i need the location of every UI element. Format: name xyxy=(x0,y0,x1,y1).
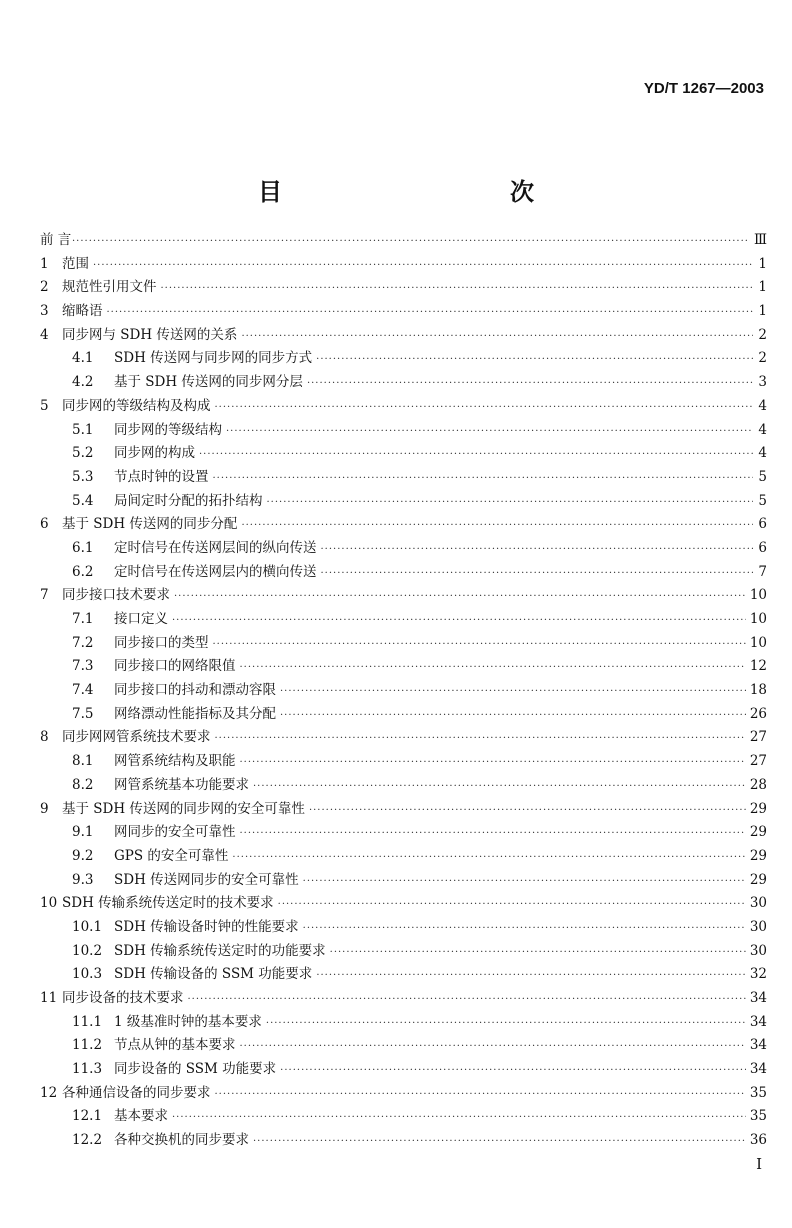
toc-entry[interactable] xyxy=(40,821,767,845)
toc-entry-label: 范围 xyxy=(62,255,89,272)
toc-leader-dots xyxy=(241,325,753,349)
toc-entry[interactable] xyxy=(40,1105,767,1129)
toc-entry-number: 7.1 xyxy=(72,611,94,627)
toc-entry[interactable] xyxy=(40,1011,767,1035)
toc-leader-dots xyxy=(215,727,746,751)
toc-entry[interactable] xyxy=(40,490,767,514)
toc-entry-page: 12 xyxy=(749,658,767,675)
toc-leader-dots xyxy=(172,1106,746,1130)
toc-entry-page: 30 xyxy=(749,918,767,935)
page-number: I xyxy=(756,1155,762,1173)
toc-entry-page: 5 xyxy=(758,468,767,485)
toc-entry-page: 1 xyxy=(758,279,767,296)
toc-leader-dots xyxy=(266,1012,746,1036)
toc-entry-number: 4.1 xyxy=(72,350,94,367)
toc-entry[interactable] xyxy=(40,347,767,371)
toc-entry-number: 4.2 xyxy=(72,374,94,391)
toc-entry[interactable] xyxy=(40,229,767,253)
toc-entry-page: 27 xyxy=(749,729,767,746)
toc-entry[interactable] xyxy=(40,798,767,822)
toc-entry-label: SDH 传输系统传送定时的功能要求 xyxy=(114,942,326,959)
toc-entry[interactable] xyxy=(40,703,767,727)
toc-entry-number: 3 xyxy=(40,303,49,320)
toc-entry-number: 2 xyxy=(40,279,49,296)
toc-entry[interactable] xyxy=(40,774,767,798)
toc-leader-dots xyxy=(213,467,754,491)
toc-entry-number: 6.1 xyxy=(72,539,94,556)
toc-entry-number: 9.3 xyxy=(72,871,94,888)
toc-entry-label: SDH 传送网同步的安全可靠性 xyxy=(114,871,299,888)
toc-entry-number: 5.3 xyxy=(72,468,94,485)
toc-entry-label: SDH 传输设备的 SSM 功能要求 xyxy=(114,966,313,983)
toc-entry[interactable] xyxy=(40,466,767,490)
toc-entry-page: 29 xyxy=(749,847,767,864)
toc-entry-number: 12 xyxy=(40,1084,58,1101)
toc-entry-page: 34 xyxy=(749,1061,767,1078)
toc-entry-label: 同步接口的类型 xyxy=(114,634,209,651)
toc-entry-page: 30 xyxy=(749,895,767,912)
document-code: YD/T 1267—2003 xyxy=(643,80,764,97)
toc-entry-label: 规范性引用文件 xyxy=(62,279,157,296)
toc-entry-label: SDH 传送网与同步网的同步方式 xyxy=(114,350,313,367)
toc-entry[interactable] xyxy=(40,371,767,395)
toc-entry-label: 同步接口的抖动和漂动容限 xyxy=(114,682,276,699)
toc-leader-dots xyxy=(240,751,746,775)
toc-leader-dots xyxy=(280,704,746,728)
toc-entry-page: 10 xyxy=(749,587,767,604)
toc-entry-number: 5 xyxy=(40,397,49,414)
toc-entry-page: 3 xyxy=(758,374,767,391)
toc-leader-dots xyxy=(107,301,754,325)
toc-entry[interactable] xyxy=(40,940,767,964)
toc-leader-dots xyxy=(253,775,746,799)
toc-entry-page: 1 xyxy=(758,255,767,272)
toc-leader-dots xyxy=(303,917,746,941)
toc-entry-page: 27 xyxy=(749,753,767,770)
toc-leader-dots xyxy=(161,277,754,301)
toc-entry-number: 6 xyxy=(40,516,49,533)
toc-leader-dots xyxy=(188,988,746,1012)
toc-entry-label: 同步设备的 SSM 功能要求 xyxy=(114,1061,277,1078)
toc-entry[interactable] xyxy=(40,608,767,632)
toc-entry-number: 10.1 xyxy=(72,918,103,935)
toc-entry-page: 36 xyxy=(749,1132,767,1149)
toc-leader-dots xyxy=(309,799,746,823)
toc-leader-dots xyxy=(330,941,746,965)
toc-entry-number: 8.1 xyxy=(72,753,94,770)
toc-entry-number: 11.3 xyxy=(72,1061,103,1078)
toc-leader-dots xyxy=(72,230,750,254)
toc-entry[interactable] xyxy=(40,1058,767,1082)
toc-entry-label: 同步设备的技术要求 xyxy=(62,990,184,1006)
toc-leader-dots xyxy=(199,443,753,467)
toc-entry-label: 同步网网管系统技术要求 xyxy=(62,729,211,746)
toc-entry-page: Ⅲ xyxy=(753,232,767,248)
toc-leader-dots xyxy=(215,396,754,420)
toc-entry-number: 10.3 xyxy=(72,966,103,983)
toc-entry-label: 各种交换机的同步要求 xyxy=(114,1132,249,1149)
toc-entry-page: 29 xyxy=(749,871,767,888)
toc-entry-page: 10 xyxy=(749,611,767,627)
toc-entry-number: 9.2 xyxy=(72,847,94,864)
toc-entry-number: 10 xyxy=(40,895,58,912)
toc-leader-dots xyxy=(172,609,746,633)
toc-entry-label: 定时信号在传送网层间的纵向传送 xyxy=(114,539,317,556)
toc-entry[interactable] xyxy=(40,324,767,348)
toc-entry-label: 同步接口的网络限值 xyxy=(114,658,236,675)
toc-entry[interactable] xyxy=(40,679,767,703)
toc-entry[interactable] xyxy=(40,869,767,893)
toc-entry[interactable] xyxy=(40,726,767,750)
toc-entry-number: 11 xyxy=(40,990,58,1006)
toc-leader-dots xyxy=(280,1059,746,1083)
toc-entry-label: 同步网与 SDH 传送网的关系 xyxy=(62,326,238,343)
toc-leader-dots xyxy=(240,1035,746,1059)
toc-entry[interactable] xyxy=(40,1082,767,1106)
toc-entry-number: 7 xyxy=(40,587,49,604)
toc-entry-number: 4 xyxy=(40,326,49,343)
toc-entry-label: 基本要求 xyxy=(114,1108,168,1125)
toc-entry-number: 12.2 xyxy=(72,1132,103,1149)
toc-entry-page: 5 xyxy=(758,492,767,509)
toc-entry-label: 网同步的安全可靠性 xyxy=(114,824,236,841)
toc-entry-number: 7.5 xyxy=(72,705,94,722)
toc-entry-number: 1 xyxy=(40,255,49,272)
toc-entry-label: 网络漂动性能指标及其分配 xyxy=(114,705,276,722)
toc-leader-dots xyxy=(241,514,753,538)
toc-entry-number: 9 xyxy=(40,800,49,817)
toc-leader-dots xyxy=(215,1083,746,1107)
toc-leader-dots xyxy=(278,893,746,917)
toc-entry-page: 18 xyxy=(749,682,767,699)
toc-entry-number: 9.1 xyxy=(72,824,94,841)
toc-leader-dots xyxy=(316,964,746,988)
toc-entry-page: 6 xyxy=(758,516,767,533)
toc-entry-page: 29 xyxy=(749,824,767,841)
toc-entry[interactable] xyxy=(40,442,767,466)
toc-entry[interactable] xyxy=(40,300,767,324)
toc-entry[interactable] xyxy=(40,632,767,656)
toc-entry[interactable] xyxy=(40,584,767,608)
toc-entry-label: 基于 SDH 传送网的同步网分层 xyxy=(114,374,303,391)
toc-entry-page: 4 xyxy=(758,445,767,462)
toc-entry-page: 6 xyxy=(758,539,767,556)
toc-entry[interactable] xyxy=(40,276,767,300)
toc-entry[interactable] xyxy=(40,253,767,277)
toc-entry-label: 基于 SDH 传送网的同步网的安全可靠性 xyxy=(62,800,305,817)
toc-leader-dots xyxy=(174,585,746,609)
toc-entry[interactable] xyxy=(40,1129,767,1153)
toc-entry[interactable] xyxy=(40,750,767,774)
toc-entry-label: 同步网的等级结构及构成 xyxy=(62,397,211,414)
toc-entry-page: 34 xyxy=(749,1037,767,1054)
toc-leader-dots xyxy=(321,562,754,586)
toc-entry[interactable] xyxy=(40,845,767,869)
toc-entry-label: 节点从钟的基本要求 xyxy=(114,1037,236,1054)
toc-entry[interactable] xyxy=(40,419,767,443)
toc-entry-number: 前 言 xyxy=(40,232,72,248)
toc-entry[interactable] xyxy=(40,987,767,1011)
toc-leader-dots xyxy=(303,870,746,894)
toc-entry-number: 8 xyxy=(40,729,49,746)
toc-leader-dots xyxy=(93,254,753,278)
toc-entry-page: 2 xyxy=(758,326,767,343)
toc-leader-dots xyxy=(316,348,753,372)
toc-entry-label: 网管系统基本功能要求 xyxy=(114,776,249,793)
toc-entry-number: 5.4 xyxy=(72,492,94,509)
toc-entry-page: 4 xyxy=(758,421,767,438)
toc-entry[interactable] xyxy=(40,561,767,585)
toc-entry-number: 10.2 xyxy=(72,942,103,959)
toc-entry-page: 28 xyxy=(749,776,767,793)
toc-entry-page: 4 xyxy=(758,397,767,414)
toc-entry-label: SDH 传输设备时钟的性能要求 xyxy=(114,918,299,935)
toc-entry-page: 32 xyxy=(749,966,767,983)
toc-entry-page: 35 xyxy=(749,1084,767,1101)
toc-entry[interactable] xyxy=(40,916,767,940)
toc-entry-label: 同步接口技术要求 xyxy=(62,587,170,604)
toc-entry-page: 35 xyxy=(749,1108,767,1125)
toc-entry[interactable] xyxy=(40,1034,767,1058)
toc-leader-dots xyxy=(280,680,746,704)
toc-entry-page: 29 xyxy=(749,800,767,817)
toc-entry-page: 10 xyxy=(749,634,767,651)
toc-entry-page: 2 xyxy=(758,350,767,367)
toc-entry-number: 7.4 xyxy=(72,682,94,699)
toc-entry-number: 12.1 xyxy=(72,1108,103,1125)
toc-entry-label: SDH 传输系统传送定时的技术要求 xyxy=(62,895,274,912)
toc-entry-number: 6.2 xyxy=(72,563,94,580)
toc-leader-dots xyxy=(232,846,745,870)
toc-leader-dots xyxy=(267,491,754,515)
toc-leader-dots xyxy=(253,1130,746,1154)
toc-leader-dots xyxy=(240,656,746,680)
toc-entry-number: 11.2 xyxy=(72,1037,103,1054)
page-title: 目 次 xyxy=(258,178,594,206)
toc-entry-label: 缩略语 xyxy=(62,303,103,320)
toc-entry[interactable] xyxy=(40,537,767,561)
toc-entry-label: 同步网的等级结构 xyxy=(114,421,222,438)
toc-entry-label: GPS 的安全可靠性 xyxy=(114,847,229,864)
toc-entry-label: 节点时钟的设置 xyxy=(114,468,209,485)
toc-entry-number: 7.2 xyxy=(72,634,94,651)
toc-leader-dots xyxy=(307,372,753,396)
toc-entry-page: 34 xyxy=(749,990,767,1006)
toc-entry-label: 同步网的构成 xyxy=(114,445,195,462)
toc-entry[interactable] xyxy=(40,395,767,419)
toc-entry-page: 30 xyxy=(749,942,767,959)
toc-entry-page: 1 xyxy=(758,303,767,320)
toc-entry[interactable] xyxy=(40,513,767,537)
toc-entry-label: 局间定时分配的拓扑结构 xyxy=(114,492,263,509)
toc-entry-number: 5.2 xyxy=(72,445,94,462)
toc-entry[interactable] xyxy=(40,892,767,916)
toc-leader-dots xyxy=(226,420,753,444)
toc-entry-label: 各种通信设备的同步要求 xyxy=(62,1084,211,1101)
toc-leader-dots xyxy=(240,822,746,846)
toc-entry-page: 26 xyxy=(749,705,767,722)
toc-entry-number: 7.3 xyxy=(72,658,94,675)
toc-entry-number: 11.1 xyxy=(72,1013,103,1030)
toc-entry-number: 8.2 xyxy=(72,776,94,793)
toc-entry-number: 5.1 xyxy=(72,421,94,438)
toc-leader-dots xyxy=(213,633,746,657)
toc-entry-page: 34 xyxy=(749,1013,767,1030)
toc-entry[interactable] xyxy=(40,655,767,679)
toc-entry-label: 1 级基准时钟的基本要求 xyxy=(114,1013,262,1030)
toc-leader-dots xyxy=(321,538,754,562)
toc-entry-page: 7 xyxy=(758,563,767,580)
toc-entry-label: 基于 SDH 传送网的同步分配 xyxy=(62,516,238,533)
toc-entry-label: 定时信号在传送网层内的横向传送 xyxy=(114,563,317,580)
toc-entry-label: 网管系统结构及职能 xyxy=(114,753,236,770)
toc-entry-label: 接口定义 xyxy=(114,611,168,627)
table-of-contents xyxy=(40,229,767,1153)
toc-entry[interactable] xyxy=(40,963,767,987)
